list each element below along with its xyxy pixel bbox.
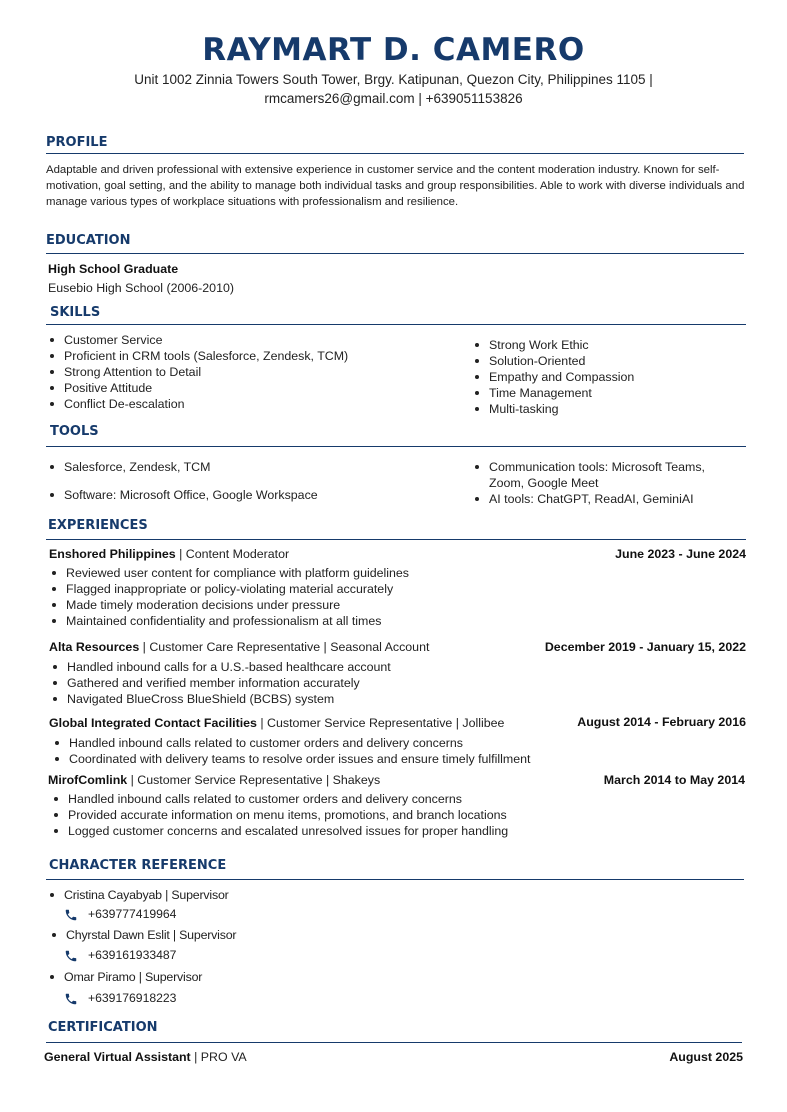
reference-item <box>46 969 446 985</box>
list-item: Proficient in CRM tools (Salesforce, Zendesk, TCM) <box>46 348 446 364</box>
phone-icon <box>64 949 78 963</box>
job-company: MirofComlink <box>48 773 128 787</box>
list-item: Strong Work Ethic <box>471 337 741 353</box>
list-item: Handled inbound calls related to customer orders and delivery concerns <box>50 791 740 807</box>
list-item: Communication tools: Microsoft Teams, Zoom, Google Meet <box>471 459 733 491</box>
list-item: Provided accurate information on menu items, promotions, and branch locations <box>50 807 740 823</box>
contact-address: Unit 1002 Zinnia Towers South Tower, Brgy. Katipunan, Quezon City, Philippines 1105 | <box>134 72 653 87</box>
job-role: | Customer Service Representative | Shakeys <box>127 773 381 787</box>
job-role: | Customer Service Representative | Jollibee <box>256 716 505 730</box>
phone-icon <box>64 908 78 922</box>
tools-heading: TOOLS <box>50 424 99 439</box>
job-bullets <box>51 735 751 767</box>
job-date: December 2019 - January 15, 2022 <box>544 640 746 654</box>
list-item: Navigated BlueCross BlueShield (BCBS) system <box>49 691 739 707</box>
job-bullets <box>49 659 739 707</box>
job-title-line <box>48 772 380 788</box>
list-item: Gathered and verified member information accurately <box>49 675 739 691</box>
certification-title: General Virtual Assistant <box>44 1050 191 1064</box>
job-company: Alta Resources <box>49 640 140 654</box>
job-date: March 2014 to May 2014 <box>603 773 745 787</box>
list-item: Handled inbound calls related to customer orders and delivery concerns <box>51 735 751 751</box>
reference-phone: +639161933487 <box>88 948 177 962</box>
list-item: Maintained confidentiality and professionalism at all times <box>48 613 738 629</box>
certification-line <box>44 1049 247 1065</box>
list-item: Strong Attention to Detail <box>46 364 446 380</box>
list-item: Solution-Oriented <box>471 353 741 369</box>
reference-heading: CHARACTER REFERENCE <box>49 858 227 873</box>
job-role: | Content Moderator <box>175 547 290 561</box>
certification-divider <box>46 1042 742 1043</box>
skills-divider <box>46 324 746 325</box>
experiences-divider <box>46 539 746 540</box>
education-degree: High School Graduate <box>48 262 179 276</box>
skills-list-left <box>46 332 446 412</box>
tools-divider <box>46 446 746 447</box>
list-item: Empathy and Compassion <box>471 369 741 385</box>
education-divider <box>46 253 744 254</box>
list-item: Logged customer concerns and escalated unresolved issues for proper handling <box>50 823 740 839</box>
skills-heading: SKILLS <box>50 305 101 320</box>
tools-list-left-2 <box>46 487 446 503</box>
certification-date: August 2025 <box>669 1050 743 1064</box>
reference-phone: +639176918223 <box>88 991 177 1005</box>
reference-phone-row <box>64 947 176 963</box>
list-item: Flagged inappropriate or policy-violating material accurately <box>48 581 738 597</box>
education-heading: EDUCATION <box>46 233 131 248</box>
certification-heading: CERTIFICATION <box>48 1020 158 1035</box>
list-item: Time Management <box>471 385 741 401</box>
list-item: Salesforce, Zendesk, TCM <box>46 459 446 475</box>
profile-heading: PROFILE <box>46 135 108 150</box>
job-bullets <box>50 791 740 839</box>
tools-list-right <box>471 459 733 507</box>
list-item: Conflict De-escalation <box>46 396 446 412</box>
reference-phone-row <box>64 906 176 922</box>
job-date: June 2023 - June 2024 <box>615 547 746 561</box>
resume-name: RAYMART D. CAMERO <box>202 32 585 68</box>
skills-list-right <box>471 337 741 417</box>
list-item: Coordinated with delivery teams to resolve order issues and ensure timely fulfillment <box>51 751 751 767</box>
job-title-line <box>49 639 429 655</box>
list-item: Software: Microsoft Office, Google Workspace <box>46 487 446 503</box>
job-title-line <box>49 715 504 731</box>
phone-icon <box>64 992 78 1006</box>
profile-text: Adaptable and driven professional with extensive experience in customer service and the content moderation industry. Known for self-motivation, goal setting, and the ability to manage both individual tasks and group responsibilities. Able to work with diverse individuals and manage various types of workplace situations with professionalism and resilience. <box>46 164 745 208</box>
contact-email-phone: rmcamers26@gmail.com | +639051153826 <box>264 91 523 106</box>
reference-divider <box>46 879 744 880</box>
reference-item <box>48 927 448 943</box>
reference-item <box>46 887 446 903</box>
job-bullets <box>48 565 738 629</box>
experiences-heading: EXPERIENCES <box>48 518 148 533</box>
job-company: Global Integrated Contact Facilities <box>49 716 257 730</box>
list-item: Customer Service <box>46 332 446 348</box>
list-item: AI tools: ChatGPT, ReadAI, GeminiAI <box>471 491 733 507</box>
reference-phone-row <box>64 990 176 1006</box>
job-date: August 2014 - February 2016 <box>577 715 746 729</box>
education-school: Eusebio High School (2006-2010) <box>48 281 234 295</box>
reference-phone: +639777419964 <box>88 907 177 921</box>
reference-name: Omar Piramo | Supervisor <box>46 969 446 985</box>
tools-list-left <box>46 459 446 475</box>
job-title-line <box>49 546 289 562</box>
profile-divider <box>46 153 744 154</box>
certification-org: | PRO VA <box>190 1050 247 1064</box>
job-company: Enshored Philippines <box>49 547 176 561</box>
job-role: | Customer Care Representative | Seasonal Account <box>139 640 430 654</box>
reference-name: Cristina Cayabyab | Supervisor <box>46 887 446 903</box>
list-item: Handled inbound calls for a U.S.-based healthcare account <box>49 659 739 675</box>
list-item: Positive Attitude <box>46 380 446 396</box>
list-item: Made timely moderation decisions under pressure <box>48 597 738 613</box>
reference-name: Chyrstal Dawn Eslit | Supervisor <box>48 927 448 943</box>
list-item: Multi-tasking <box>471 401 741 417</box>
list-item: Reviewed user content for compliance with platform guidelines <box>48 565 738 581</box>
